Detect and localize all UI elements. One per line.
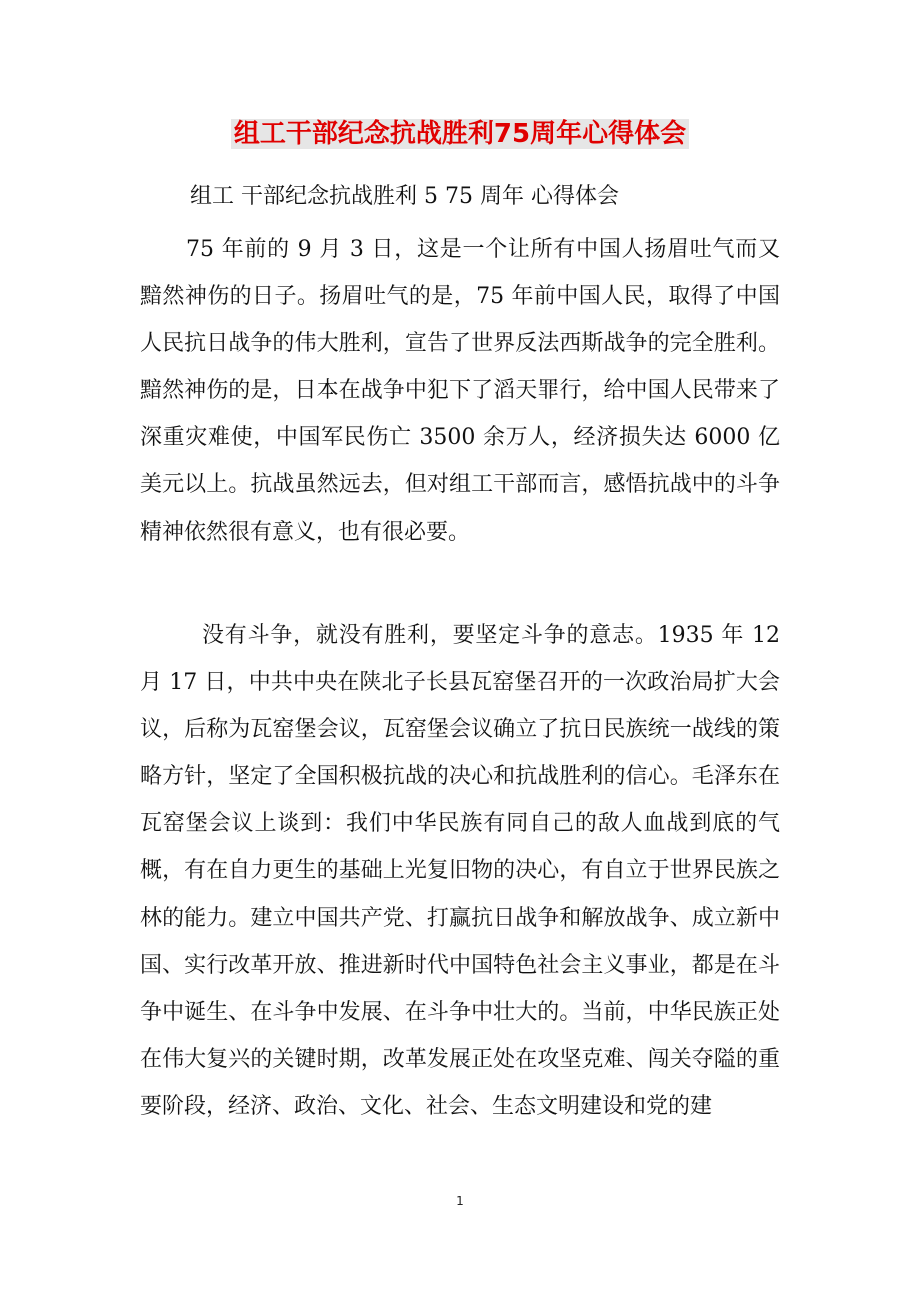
document-title [0, 114, 920, 154]
page-number: 1 [456, 1194, 464, 1208]
paragraph-2: 没有斗争，就没有胜利，要坚定斗争的意志。1935 年 12 月 17 日，中共中央在陕北子长县瓦窑堡召开的一次政治局扩大会议，后称为瓦窑堡会议，瓦窑堡会议确立了抗日民族统一战线的策略方针，坚定了全国积极抗战的决心和抗战胜利的信心。毛泽东在瓦窑堡会议上谈到：我们中华民族有同自己的敌人血战到底的气概，有在自力更生的基础上光复旧物的决心，有自立于世界民族之林的能力。建立中国共产党、打赢抗日战争和解放战争、成立新中国、实行改革开放、推进新时代中国特色社会主义事业，都是在斗争中诞生、在斗争中发展、在斗争中壮大的。当前，中华民族正处在伟大复兴的关键时期，改革发展正处在攻坚克难、闯关夺隘的重要阶段，经济、政治、文化、社会、生态文明建设和党的建 [140, 623, 780, 1119]
paragraph-1: 75 年前的 9 月 3 日，这是一个让所有中国人扬眉吐气而又黯然神伤的日子。扬眉吐气的是，75 年前中国人民，取得了中国人民抗日战争的伟大胜利，宣告了世界反法西斯战争的完全胜利。黯然神伤的是，日本在战争中犯下了滔天罪行，给中国人民带来了深重灾难使，中国军民伤亡 3500 余万人，经济损失达 6000 亿美元以上。抗战虽然远去，但对组工干部而言，感悟抗战中的斗争精神依然很有意义，也有很必要。 [140, 237, 780, 545]
document-title-text: 组工干部纪念抗战胜利75周年心得体会 [231, 119, 689, 149]
document-subtitle: 组工 干部纪念抗战胜利 5 75 周年 心得体会 [190, 184, 619, 209]
